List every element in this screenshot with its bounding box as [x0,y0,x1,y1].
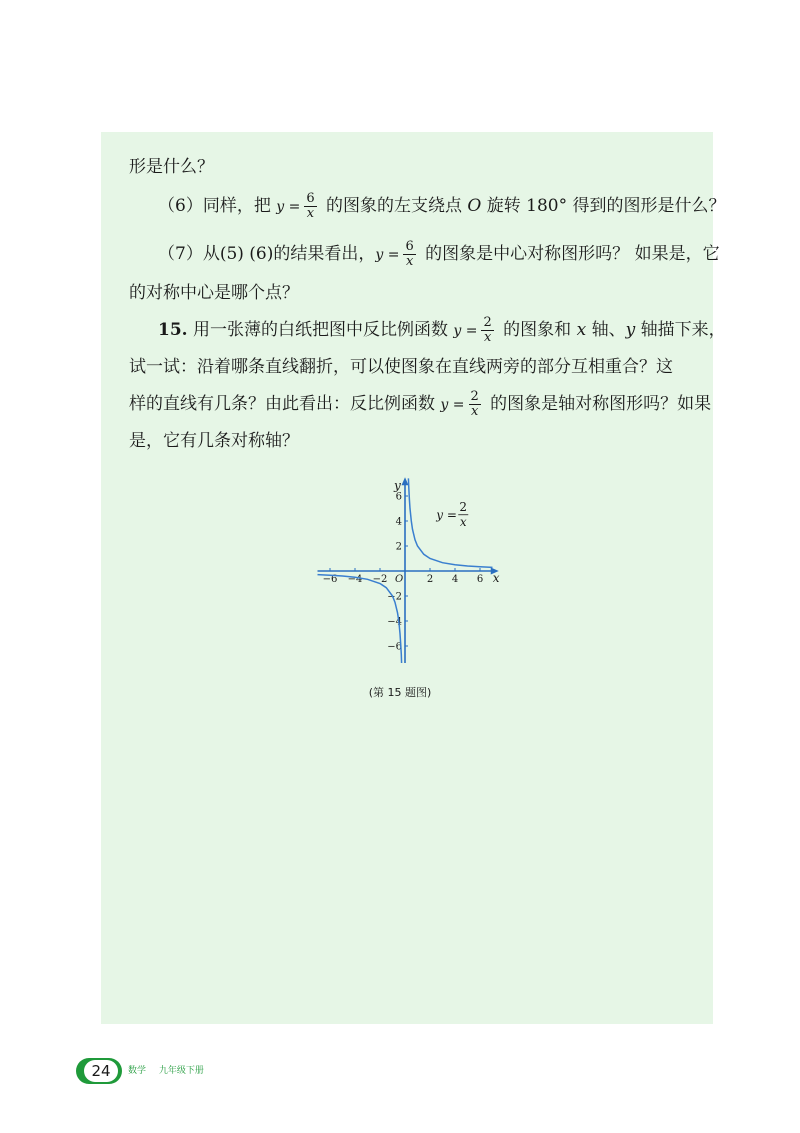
q15-text-d: 轴描下来， [635,320,726,340]
figure-caption: (第 15 题图) [368,686,432,699]
q15-x: x [576,320,587,340]
q7-line2: 的对称中心是哪个点？ [129,283,299,303]
q15-eq: y = [453,323,478,339]
y-tick-label: 2 [395,541,402,553]
q6-frac-den: x [306,206,315,221]
q6-text-b: 的图象的左支绕点 [320,196,468,216]
y-tick-label: −2 [387,591,402,603]
question-15 [158,316,726,345]
origin-label: O [395,574,404,585]
q15-line3-a: 样的直线有几条？由此看出：反比例函数 [129,394,441,414]
q15-line2: 试一试：沿着哪条直线翻折，可以使图象在直线两旁的部分互相重合？这 [129,357,673,377]
q15-line3-frac-den: x [470,404,479,419]
y-tick-label: −4 [387,616,402,628]
question-7-line-2 [129,282,299,304]
footer-info [128,1063,214,1076]
question-6 [158,192,726,221]
curve-label-eq: y = [436,507,457,522]
y-axis-label: y [394,478,401,493]
x-tick-label: −6 [322,574,338,585]
q15-line4: 是，它有几条对称轴？ [129,431,299,451]
q15-frac-den: x [483,330,492,345]
q7-frac-den: x [405,254,414,269]
q15-text-c: 轴、 [586,320,626,340]
q6-fraction [304,192,316,221]
curve-label-num: 2 [459,499,468,514]
x-tick-label: 4 [451,574,459,585]
q6-frac-num: 6 [306,191,315,206]
q7-frac-num: 6 [405,239,414,254]
q15-y: y [625,320,636,340]
footer-grade: 九年级下册 [158,1066,204,1076]
q15-text-b: 的图象和 [497,320,577,340]
y-tick-label: 4 [395,516,402,528]
q15-fraction [481,316,493,345]
q15-frac-num: 2 [483,315,492,330]
q6-text-c: 旋转 180° 得到的图形是什么？ [481,196,726,216]
y-tick-label: −6 [387,641,402,653]
y-axis-arrow [402,477,409,485]
q15-text-a: 用一张薄的白纸把图中反比例函数 [187,320,454,340]
curve-label-den: x [459,514,467,529]
x-tick-label: 2 [426,574,434,585]
page-number: 24 [84,1060,118,1082]
q7-text-b: 的图象是中心对称图形吗？ 如果是，它 [419,244,720,264]
x-tick-label: 6 [476,574,484,585]
x-tick-label: −4 [347,574,363,585]
question-15-line-3 [129,390,711,419]
q15-line3-eq: y = [440,397,465,413]
q7-text-a: （7）从(5) (6)的结果看出， [158,244,376,264]
footer-subject: 数学 [128,1066,147,1076]
function-graph [310,458,530,663]
q15-line3-frac-num: 2 [470,389,479,404]
question-7 [158,240,720,269]
text-line-1 [129,156,214,178]
y-tick-label: 6 [395,491,402,503]
question-15-line-4 [129,430,299,452]
q6-point: O [467,196,482,216]
question-15-line-2 [129,356,673,378]
q7-eq: y = [375,247,400,263]
q6-eq: y = [276,199,301,215]
x-tick-label: −2 [372,574,388,585]
q15-line3-fraction [469,390,481,419]
q6-text-a: （6）同样，把 [158,196,277,216]
curve-branch-1 [408,478,492,567]
line1-text: 形是什么？ [129,157,214,177]
q15-line3-b: 的图象是轴对称图形吗？如果 [484,394,712,414]
q7-fraction [403,240,415,269]
x-axis-label: x [492,571,500,585]
q15-number: 15. [158,320,188,340]
